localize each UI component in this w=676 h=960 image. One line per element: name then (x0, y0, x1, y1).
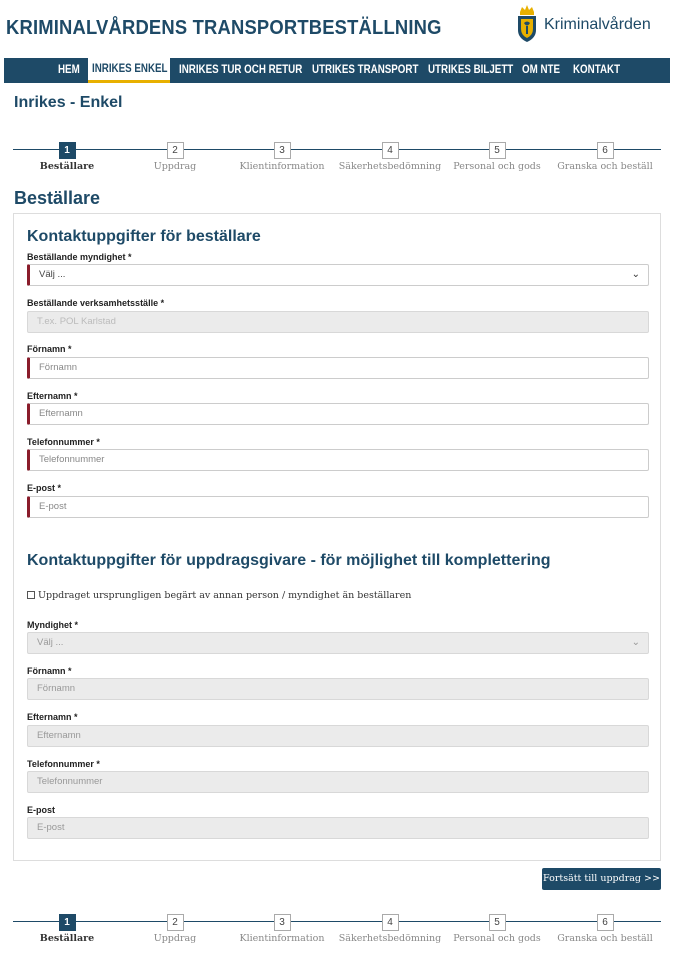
orderer-email-input[interactable]: E-post (27, 496, 649, 518)
assigner-lastname-label: Efternamn * (27, 712, 78, 722)
nav-item-om-nte[interactable]: OM NTE (522, 64, 561, 76)
progress-stepper-bottom (13, 909, 661, 949)
section-title: Beställare (14, 188, 101, 208)
assigner-email-input[interactable]: E-post (27, 817, 649, 839)
logo[interactable] (515, 4, 665, 46)
step-granska-och-bestall[interactable]: 6 Granska och beställ (550, 909, 660, 944)
step-personal-och-gods[interactable]: 5 Personal och gods (442, 137, 552, 172)
step-granska-och-bestall[interactable]: 6 Granska och beställ (550, 137, 660, 172)
nav-item-inrikes-enkel[interactable]: INRIKES ENKEL (88, 58, 170, 83)
assigner-firstname-input[interactable]: Förnamn (27, 678, 649, 700)
logo-text: Kriminalvården (544, 16, 651, 33)
orderer-heading: Kontaktuppgifter för beställare (27, 228, 261, 245)
header (0, 0, 676, 56)
orderer-email-label: E-post * (27, 483, 62, 493)
assigner-email-label: E-post (27, 805, 55, 815)
step-bestallare[interactable]: 1 Beställare (12, 137, 122, 172)
step-bestallare[interactable]: 1 Beställare (12, 909, 122, 944)
nav-item-utrikes-transport[interactable]: UTRIKES TRANSPORT (312, 64, 419, 76)
progress-stepper-top (13, 137, 661, 177)
nav-item-inrikes-tur-och-retur[interactable]: INRIKES TUR OCH RETUR (179, 64, 303, 76)
continue-button[interactable]: Fortsätt till uppdrag >> (542, 868, 661, 890)
orderer-firstname-label: Förnamn * (27, 344, 72, 354)
step-klientinformation[interactable]: 3 Klientinformation (227, 909, 337, 944)
step-uppdrag[interactable]: 2 Uppdrag (120, 909, 230, 944)
assigner-lastname-input[interactable]: Efternamn (27, 725, 649, 747)
step-uppdrag[interactable]: 2 Uppdrag (120, 137, 230, 172)
assigner-agency-label: Myndighet * (27, 620, 78, 630)
assigner-phone-label: Telefonnummer * (27, 759, 100, 769)
assigner-phone-input[interactable]: Telefonnummer (27, 771, 649, 793)
main-nav (4, 58, 670, 83)
orderer-agency-select[interactable]: Välj ... ⌄ (27, 264, 649, 286)
chevron-down-icon: ⌄ (631, 269, 640, 280)
step-klientinformation[interactable]: 3 Klientinformation (227, 137, 337, 172)
step-personal-och-gods[interactable]: 5 Personal och gods (442, 909, 552, 944)
assigner-agency-select[interactable]: Välj ... ⌄ (27, 632, 649, 654)
form-card (13, 213, 661, 861)
orderer-phone-input[interactable]: Telefonnummer (27, 449, 649, 471)
orderer-lastname-input[interactable]: Efternamn (27, 403, 649, 425)
nav-item-utrikes-biljett[interactable]: UTRIKES BILJETT (428, 64, 514, 76)
orderer-site-label: Beställande verksamhetsställe * (27, 298, 165, 308)
orderer-site-input[interactable]: T.ex. POL Karlstad (27, 311, 649, 333)
site-title[interactable]: KRIMINALVÅRDENS TRANSPORTBESTÄLLNING (6, 17, 442, 39)
chevron-down-icon: ⌄ (631, 637, 640, 648)
assigner-heading: Kontaktuppgifter för uppdragsgivare - för möjlighet till komplettering (27, 552, 551, 569)
crown-shield-icon (515, 4, 539, 44)
assigner-checkbox-row[interactable] (27, 590, 411, 601)
nav-item-hem[interactable]: HEM (58, 64, 80, 76)
orderer-agency-label: Beställande myndighet * (27, 252, 132, 262)
nav-item-kontakt[interactable]: KONTAKT (573, 64, 621, 76)
step-sakerhetsbedomning[interactable]: 4 Säkerhetsbedömning (335, 137, 445, 172)
assigner-checkbox-label: Uppdraget ursprungligen begärt av annan person / myndighet än beställaren (38, 590, 412, 601)
step-sakerhetsbedomning[interactable]: 4 Säkerhetsbedömning (335, 909, 445, 944)
page-title: Inrikes - Enkel (14, 94, 123, 111)
orderer-lastname-label: Efternamn * (27, 391, 78, 401)
orderer-firstname-input[interactable]: Förnamn (27, 357, 649, 379)
assigner-firstname-label: Förnamn * (27, 666, 72, 676)
orderer-phone-label: Telefonnummer * (27, 437, 100, 447)
assigner-checkbox[interactable] (27, 591, 35, 599)
